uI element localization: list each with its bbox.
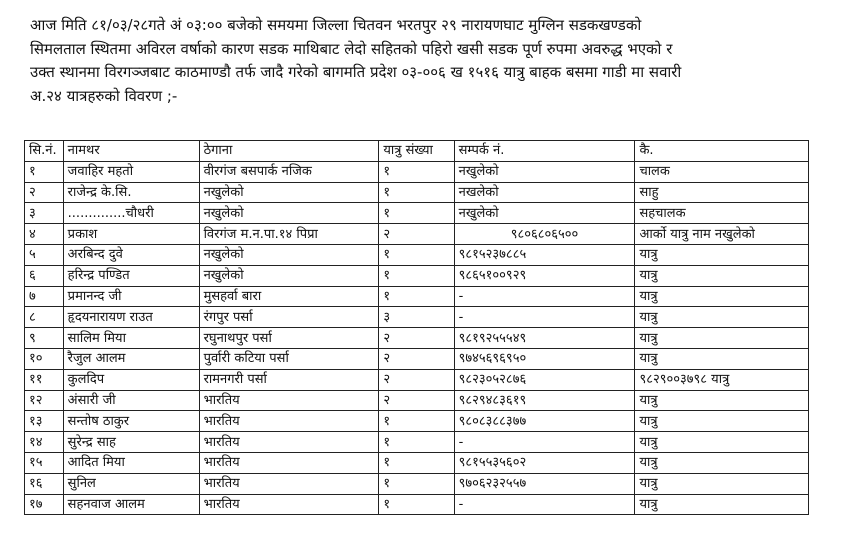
header-remark: कै.	[635, 141, 809, 162]
cell-serial: १७	[25, 494, 64, 515]
cell-remark: यात्रु	[635, 265, 809, 286]
table-row	[25, 452, 809, 473]
cell-passenger-count: २	[379, 369, 454, 390]
cell-name: राजेन्द्र के.सि.	[63, 182, 199, 203]
cell-passenger-count: १	[379, 452, 454, 473]
cell-serial: १	[25, 161, 64, 182]
cell-serial: ६	[25, 265, 64, 286]
cell-passenger-count: १	[379, 286, 454, 307]
cell-passenger-count: १	[379, 494, 454, 515]
cell-name: हृदयनारायण राउत	[63, 307, 199, 328]
intro-line: आज मिति ८१/०३/२८गते अं ०३:०० बजेको समयमा जिल्ला चितवन भरतपुर २९ नारायणघाट मुग्लिन सडकखण्डको	[30, 16, 642, 34]
cell-name: आदित मिया	[63, 452, 199, 473]
cell-serial: ८	[25, 307, 64, 328]
cell-address: भारतिय	[199, 411, 379, 432]
table-row	[25, 328, 809, 349]
cell-remark: यात्रु	[635, 390, 809, 411]
cell-passenger-count: ३	[379, 307, 454, 328]
table-row	[25, 182, 809, 203]
cell-name: ..............चौधरी	[63, 203, 199, 224]
cell-serial: १३	[25, 411, 64, 432]
cell-remark: सहचालक	[635, 203, 809, 224]
cell-passenger-count: २	[379, 328, 454, 349]
cell-passenger-count: १	[379, 432, 454, 453]
cell-passenger-count: १	[379, 265, 454, 286]
cell-serial: १६	[25, 473, 64, 494]
header-passenger-count: यात्रु संख्या	[379, 141, 454, 162]
cell-contact: -	[454, 432, 635, 453]
table-row	[25, 224, 809, 245]
cell-passenger-count: १	[379, 473, 454, 494]
cell-contact: नखुलेको	[454, 203, 635, 224]
cell-address: भारतिय	[199, 432, 379, 453]
cell-address: रामनगरी पर्सा	[199, 369, 379, 390]
cell-address: वीरगंज बसपार्क नजिक	[199, 161, 379, 182]
cell-contact: ९८१५२३७८८५	[454, 244, 635, 265]
intro-paragraph	[30, 14, 820, 108]
cell-address: भारतिय	[199, 390, 379, 411]
cell-passenger-count: २	[379, 224, 454, 245]
table-row	[25, 494, 809, 515]
cell-name: सुनिल	[63, 473, 199, 494]
cell-remark: चालक	[635, 161, 809, 182]
cell-name: हरिन्द्र पण्डित	[63, 265, 199, 286]
cell-remark: साहु	[635, 182, 809, 203]
cell-remark: यात्रु	[635, 432, 809, 453]
header-name: नामथर	[63, 141, 199, 162]
cell-remark: यात्रु	[635, 286, 809, 307]
cell-serial: ९	[25, 328, 64, 349]
header-contact: सम्पर्क नं.	[454, 141, 635, 162]
cell-contact: ९८२३०५२८७६	[454, 369, 635, 390]
cell-address: रघुनाथपुर पर्सा	[199, 328, 379, 349]
cell-remark: यात्रु	[635, 348, 809, 369]
cell-serial: १०	[25, 348, 64, 369]
cell-passenger-count: २	[379, 348, 454, 369]
cell-name: अंसारी जी	[63, 390, 199, 411]
cell-contact: -	[454, 286, 635, 307]
cell-contact: नखुलेको	[454, 161, 635, 182]
cell-remark: यात्रु	[635, 244, 809, 265]
cell-passenger-count: १	[379, 244, 454, 265]
cell-remark: यात्रु	[635, 452, 809, 473]
cell-serial: १२	[25, 390, 64, 411]
cell-contact: ९८०८३८८३७७	[454, 411, 635, 432]
cell-contact: ९८१९२५५५४९	[454, 328, 635, 349]
cell-name: रैजुल आलम	[63, 348, 199, 369]
table-row	[25, 348, 809, 369]
table-row	[25, 432, 809, 453]
cell-address: विरगंज म.न.पा.१४ पिप्रा	[199, 224, 379, 245]
cell-remark: यात्रु	[635, 473, 809, 494]
cell-serial: १५	[25, 452, 64, 473]
cell-address: नखुलेको	[199, 182, 379, 203]
table-row	[25, 161, 809, 182]
cell-name: प्रकाश	[63, 224, 199, 245]
cell-remark: यात्रु	[635, 328, 809, 349]
cell-contact: ९८०६८०६५००	[454, 224, 635, 245]
table-row	[25, 411, 809, 432]
cell-name: सन्तोष ठाकुर	[63, 411, 199, 432]
cell-name: सालिम मिया	[63, 328, 199, 349]
cell-serial: ४	[25, 224, 64, 245]
cell-contact: ९८१५५३५६०२	[454, 452, 635, 473]
cell-serial: १४	[25, 432, 64, 453]
cell-name: अरबिन्द दुवे	[63, 244, 199, 265]
cell-contact: ९७४५६९६९५०	[454, 348, 635, 369]
cell-remark: आर्को यात्रु नाम नखुलेको	[635, 224, 809, 245]
cell-name: जवाहिर महतो	[63, 161, 199, 182]
cell-passenger-count: १	[379, 182, 454, 203]
cell-serial: ५	[25, 244, 64, 265]
cell-address: भारतिय	[199, 473, 379, 494]
table-row	[25, 307, 809, 328]
intro-line: उक्त स्थानमा विरगञ्जबाट काठमाण्डौ तर्फ जादै गरेको बागमति प्रदेश ०३-००६ ख १५१६ यात्रु बाहक बसमा गाडी मा सवारी	[30, 63, 682, 81]
cell-remark: यात्रु	[635, 494, 809, 515]
table-row	[25, 203, 809, 224]
cell-passenger-count: १	[379, 411, 454, 432]
table-row	[25, 369, 809, 390]
cell-name: सुरेन्द्र साह	[63, 432, 199, 453]
table-row	[25, 265, 809, 286]
intro-line: सिमलताल स्थितमा अविरल वर्षाको कारण सडक माथिबाट लेदो सहितको पहिरो खसी सडक पूर्ण रुपमा अवरुद्ध भएको र	[30, 39, 673, 58]
cell-serial: २	[25, 182, 64, 203]
table-row	[25, 244, 809, 265]
cell-passenger-count: १	[379, 161, 454, 182]
intro-line: अ.२४ यात्रहरुको विवरण ;-	[30, 86, 178, 105]
cell-address: भारतिय	[199, 494, 379, 515]
cell-name: प्रमानन्द जी	[63, 286, 199, 307]
cell-contact: -	[454, 494, 635, 515]
cell-address: पुर्वारी कटिया पर्सा	[199, 348, 379, 369]
cell-address: मुसहर्वा बारा	[199, 286, 379, 307]
table-row	[25, 473, 809, 494]
header-address: ठेगाना	[199, 141, 379, 162]
cell-contact: -	[454, 307, 635, 328]
table-row	[25, 390, 809, 411]
cell-serial: ७	[25, 286, 64, 307]
cell-serial: ३	[25, 203, 64, 224]
table-body	[25, 161, 809, 515]
cell-address: भारतिय	[199, 452, 379, 473]
cell-contact: नखलेको	[454, 182, 635, 203]
table-header-row	[25, 141, 809, 162]
cell-passenger-count: १	[379, 203, 454, 224]
cell-serial: ११	[25, 369, 64, 390]
cell-address: नखुलेको	[199, 265, 379, 286]
cell-contact: ९८६५१००९२९	[454, 265, 635, 286]
cell-name: कुलदिप	[63, 369, 199, 390]
header-serial: सि.नं.	[25, 141, 64, 162]
cell-passenger-count: २	[379, 390, 454, 411]
cell-remark: यात्रु	[635, 307, 809, 328]
cell-name: सहनवाज आलम	[63, 494, 199, 515]
passenger-table	[24, 140, 809, 515]
cell-contact: ९७०६२३२५५७	[454, 473, 635, 494]
cell-contact: ९८२९४८३६१९	[454, 390, 635, 411]
cell-address: नखुलेको	[199, 203, 379, 224]
table-row	[25, 286, 809, 307]
cell-address: नखुलेको	[199, 244, 379, 265]
cell-remark: यात्रु	[635, 411, 809, 432]
cell-address: रंगपुर पर्सा	[199, 307, 379, 328]
cell-remark: ९८२९००३७९८ यात्रु	[635, 369, 809, 390]
